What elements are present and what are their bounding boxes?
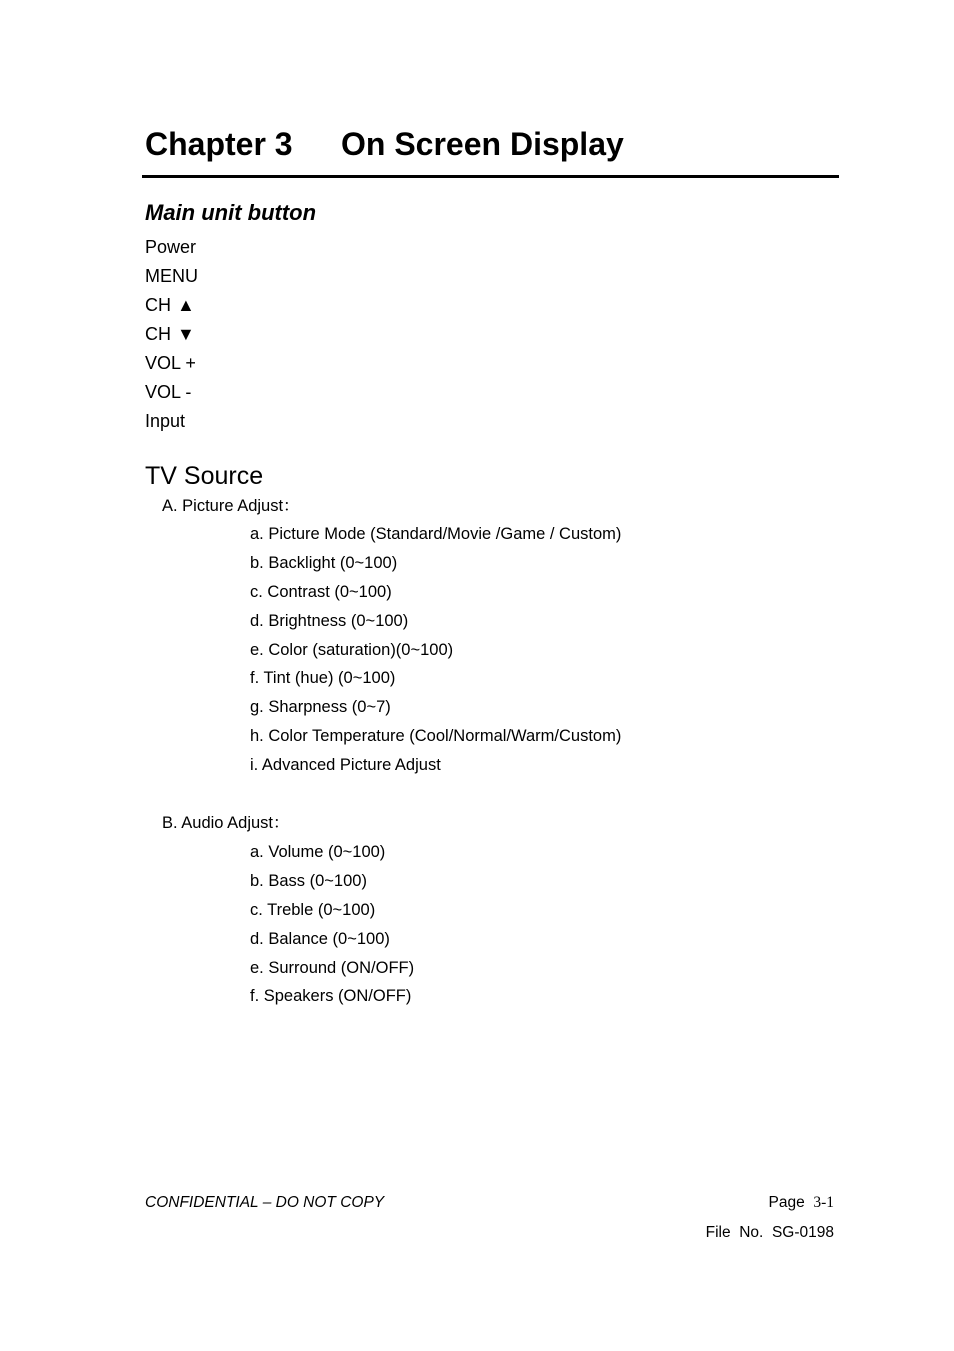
audio-adjust-list [250, 838, 414, 1011]
list-item: e. Surround (ON/OFF) [250, 958, 415, 977]
list-item: f. Speakers (ON/OFF) [250, 987, 412, 1006]
list-item: d. Balance (0~100) [250, 929, 390, 948]
file-label: File No. [705, 1224, 764, 1241]
list-item: VOL + [145, 353, 196, 373]
picture-adjust-list [250, 520, 621, 780]
list-item: h. Color Temperature (Cool/Normal/Warm/Custom) [250, 727, 622, 746]
audio-adjust-label: B. Audio Adjust： [162, 814, 290, 832]
list-item: Power [145, 237, 197, 257]
list-item: g. Sharpness (0~7) [250, 698, 391, 717]
list-item: a. Picture Mode (Standard/Movie /Game / Custom) [250, 525, 622, 543]
list-item-label: CH [145, 324, 171, 344]
list-item: d. Brightness (0~100) [250, 611, 409, 630]
title-divider [142, 175, 839, 178]
chapter-heading [145, 124, 624, 164]
page-number [769, 1193, 835, 1213]
list-item: i. Advanced Picture Adjust [250, 756, 441, 775]
list-item [145, 320, 198, 349]
triangle-down-icon: ▼ [177, 324, 195, 344]
chapter-number: Chapter 3 [145, 126, 293, 162]
list-item-label: CH [145, 295, 171, 315]
list-item: Input [145, 411, 186, 431]
picture-adjust-label: A. Picture Adjust： [162, 497, 300, 515]
list-item: c. Contrast (0~100) [250, 582, 392, 601]
list-item: a. Volume (0~100) [250, 843, 386, 861]
list-item: b. Backlight (0~100) [250, 553, 398, 572]
list-item: c. Treble (0~100) [250, 900, 376, 919]
file-number-value: SG-0198 [771, 1224, 834, 1241]
list-item: f. Tint (hue) (0~100) [250, 669, 396, 688]
page-number-value: 3-1 [813, 1194, 834, 1211]
list-item: b. Bass (0~100) [250, 871, 367, 890]
list-item: VOL - [145, 382, 192, 402]
list-item [145, 291, 198, 320]
file-number [706, 1223, 834, 1243]
main-unit-heading: Main unit button [145, 200, 317, 225]
page-label: Page [768, 1194, 805, 1211]
list-item: e. Color (saturation)(0~100) [250, 640, 454, 659]
tv-source-heading: TV Source [145, 462, 264, 490]
confidential-notice: CONFIDENTIAL – DO NOT COPY [145, 1194, 385, 1211]
chapter-title: On Screen Display [341, 126, 624, 162]
triangle-up-icon: ▲ [177, 295, 195, 315]
main-unit-button-list [145, 233, 198, 436]
list-item: MENU [145, 266, 198, 286]
